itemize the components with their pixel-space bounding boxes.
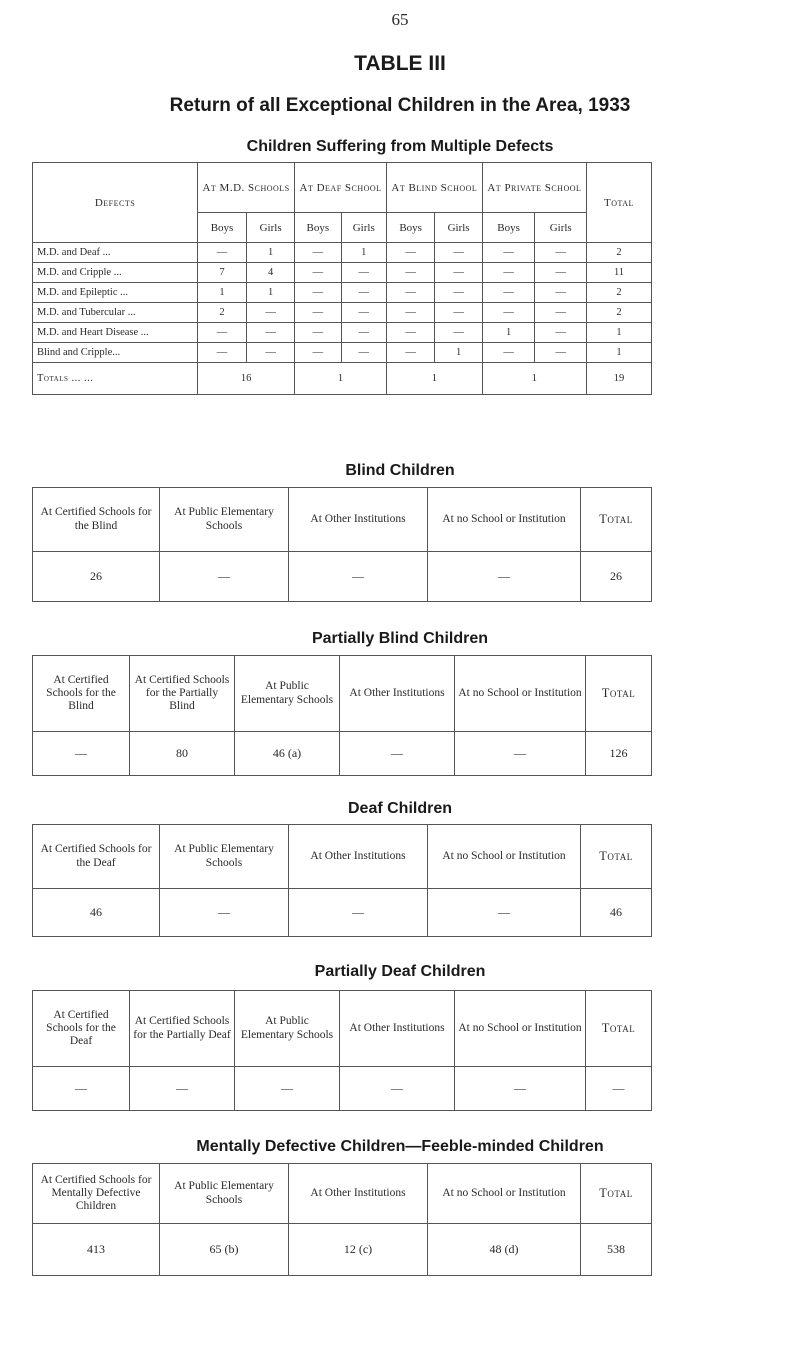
table-row	[33, 303, 652, 323]
multiple-defects-heading: Children Suffering from Multiple Defects	[246, 138, 554, 155]
cell: —	[435, 323, 482, 343]
girls-header: Girls	[435, 213, 482, 243]
cell: —	[247, 323, 295, 343]
cell: —	[482, 343, 535, 363]
row-total: 1	[587, 323, 652, 343]
table-row	[33, 889, 652, 937]
row-label: M.D. and Epileptic ...	[33, 283, 198, 303]
cell: —	[130, 1067, 235, 1111]
row-label: M.D. and Cripple ...	[33, 263, 198, 283]
main-title: Return of all Exceptional Children in the Area, 1933	[169, 95, 631, 116]
cell: 1	[435, 343, 482, 363]
partially-deaf-heading: Partially Deaf Children	[314, 963, 486, 980]
cell: 12 (c)	[289, 1224, 428, 1276]
cell: —	[340, 732, 455, 776]
col-header: At Other Institutions	[289, 825, 428, 889]
cell: —	[386, 243, 434, 263]
row-label: M.D. and Deaf ...	[33, 243, 198, 263]
cell: 26	[581, 552, 652, 602]
cell: —	[295, 283, 341, 303]
boys-header: Boys	[198, 213, 247, 243]
group-header: At Deaf School	[295, 163, 387, 213]
cell: 48 (d)	[428, 1224, 581, 1276]
cell: —	[341, 263, 386, 283]
group-total: 1	[482, 363, 586, 395]
total-header: Total	[581, 825, 652, 889]
cell: 2	[198, 303, 247, 323]
boys-header: Boys	[295, 213, 341, 243]
col-header: At no School or Institution	[428, 825, 581, 889]
partially-blind-heading: Partially Blind Children	[311, 630, 489, 647]
cell: —	[482, 303, 535, 323]
cell: —	[235, 1067, 340, 1111]
total-header: Total	[587, 163, 652, 243]
col-header: At Certified Schools for Mentally Defective Children	[33, 1164, 160, 1224]
col-header: At Certified Schools for the Deaf	[33, 991, 130, 1067]
cell: —	[535, 343, 587, 363]
cell: 46	[33, 889, 160, 937]
cell: —	[341, 283, 386, 303]
boys-header: Boys	[386, 213, 434, 243]
table-row	[33, 1224, 652, 1276]
col-header: At Other Institutions	[289, 1164, 428, 1224]
cell: 1	[341, 243, 386, 263]
cell: —	[33, 732, 130, 776]
table-title: TABLE III	[354, 52, 446, 75]
row-label: Blind and Cripple...	[33, 343, 198, 363]
page-number: 65	[391, 10, 409, 29]
multiple-defects-table	[32, 162, 652, 395]
girls-header: Girls	[341, 213, 386, 243]
row-total: 2	[587, 243, 652, 263]
cell: —	[435, 283, 482, 303]
table-row	[33, 1067, 652, 1111]
cell: —	[535, 283, 587, 303]
cell: —	[341, 343, 386, 363]
cell: —	[386, 323, 434, 343]
col-header: At no School or Institution	[428, 1164, 581, 1224]
total-header: Total	[586, 991, 652, 1067]
table-row	[33, 343, 652, 363]
row-total: 1	[587, 343, 652, 363]
col-header: At Public Elementary Schools	[160, 488, 289, 552]
totals-row	[33, 363, 652, 395]
cell: —	[341, 323, 386, 343]
cell: —	[455, 732, 586, 776]
row-label: M.D. and Heart Disease ...	[33, 323, 198, 343]
row-total: 11	[587, 263, 652, 283]
cell: —	[386, 303, 434, 323]
cell: 126	[586, 732, 652, 776]
cell: —	[341, 303, 386, 323]
total-header: Total	[586, 656, 652, 732]
cell: 1	[247, 243, 295, 263]
cell: —	[160, 889, 289, 937]
col-header: At Public Elementary Schools	[235, 656, 340, 732]
deaf-heading: Deaf Children	[347, 800, 452, 817]
cell: 7	[198, 263, 247, 283]
col-header: At Public Elementary Schools	[235, 991, 340, 1067]
girls-header: Girls	[247, 213, 295, 243]
blind-heading: Blind Children	[345, 462, 455, 479]
deaf-table	[32, 824, 652, 937]
col-header: At no School or Institution	[455, 991, 586, 1067]
cell: —	[386, 283, 434, 303]
girls-header: Girls	[535, 213, 587, 243]
col-header: At Other Institutions	[340, 991, 455, 1067]
cell: —	[482, 283, 535, 303]
col-header: At Public Elementary Schools	[160, 1164, 289, 1224]
cell: 46	[581, 889, 652, 937]
col-header: At Certified Schools for the Blind	[33, 656, 130, 732]
cell: —	[198, 343, 247, 363]
cell: —	[435, 303, 482, 323]
cell: —	[586, 1067, 652, 1111]
col-header: At Public Elementary Schools	[160, 825, 289, 889]
totals-label: Totals ... ...	[33, 363, 198, 395]
partially-deaf-table	[32, 990, 652, 1111]
table-row	[33, 732, 652, 776]
cell: —	[535, 323, 587, 343]
cell: 1	[482, 323, 535, 343]
cell: 4	[247, 263, 295, 283]
cell: —	[247, 303, 295, 323]
cell: —	[295, 243, 341, 263]
group-total: 1	[386, 363, 482, 395]
cell: 65 (b)	[160, 1224, 289, 1276]
mentally-defective-heading: Mentally Defective Children—Feeble-minded Children	[196, 1138, 604, 1155]
col-header: At Certified Schools for the Partially Deaf	[130, 991, 235, 1067]
cell: —	[386, 343, 434, 363]
cell: —	[33, 1067, 130, 1111]
col-header: At Certified Schools for the Deaf	[33, 825, 160, 889]
cell: —	[428, 552, 581, 602]
cell: —	[295, 323, 341, 343]
cell: 46 (a)	[235, 732, 340, 776]
group-total: 1	[295, 363, 387, 395]
cell: —	[295, 263, 341, 283]
partially-blind-table	[32, 655, 652, 776]
table-row	[33, 243, 652, 263]
defects-header: Defects	[33, 163, 198, 243]
cell: —	[535, 243, 587, 263]
col-header: At Certified Schools for the Partially Blind	[130, 656, 235, 732]
cell: 80	[130, 732, 235, 776]
cell: 26	[33, 552, 160, 602]
col-header: At Other Institutions	[289, 488, 428, 552]
group-total: 16	[198, 363, 295, 395]
col-header: At Other Institutions	[340, 656, 455, 732]
cell: —	[386, 263, 434, 283]
table-row	[33, 263, 652, 283]
group-header: At Private School	[482, 163, 586, 213]
mentally-defective-table	[32, 1163, 652, 1276]
cell: —	[435, 243, 482, 263]
cell: 413	[33, 1224, 160, 1276]
table-row	[33, 283, 652, 303]
cell: —	[289, 552, 428, 602]
col-header: At Certified Schools for the Blind	[33, 488, 160, 552]
group-header: At M.D. Schools	[198, 163, 295, 213]
cell: —	[455, 1067, 586, 1111]
cell: 1	[247, 283, 295, 303]
cell: —	[198, 243, 247, 263]
table-row	[33, 323, 652, 343]
cell: —	[482, 243, 535, 263]
col-header: At no School or Institution	[428, 488, 581, 552]
cell: —	[535, 303, 587, 323]
cell: —	[160, 552, 289, 602]
cell: —	[198, 323, 247, 343]
total-header: Total	[581, 488, 652, 552]
total-header: Total	[581, 1164, 652, 1224]
cell: 1	[198, 283, 247, 303]
cell: 538	[581, 1224, 652, 1276]
table-row	[33, 552, 652, 602]
cell: —	[428, 889, 581, 937]
cell: —	[247, 343, 295, 363]
cell: —	[535, 263, 587, 283]
blind-table	[32, 487, 652, 602]
cell: —	[295, 343, 341, 363]
row-total: 2	[587, 283, 652, 303]
row-total: 2	[587, 303, 652, 323]
grand-total: 19	[587, 363, 652, 395]
cell: —	[482, 263, 535, 283]
boys-header: Boys	[482, 213, 535, 243]
cell: —	[289, 889, 428, 937]
group-header: At Blind School	[386, 163, 482, 213]
cell: —	[340, 1067, 455, 1111]
cell: —	[435, 263, 482, 283]
cell: —	[295, 303, 341, 323]
row-label: M.D. and Tubercular ...	[33, 303, 198, 323]
col-header: At no School or Institution	[455, 656, 586, 732]
